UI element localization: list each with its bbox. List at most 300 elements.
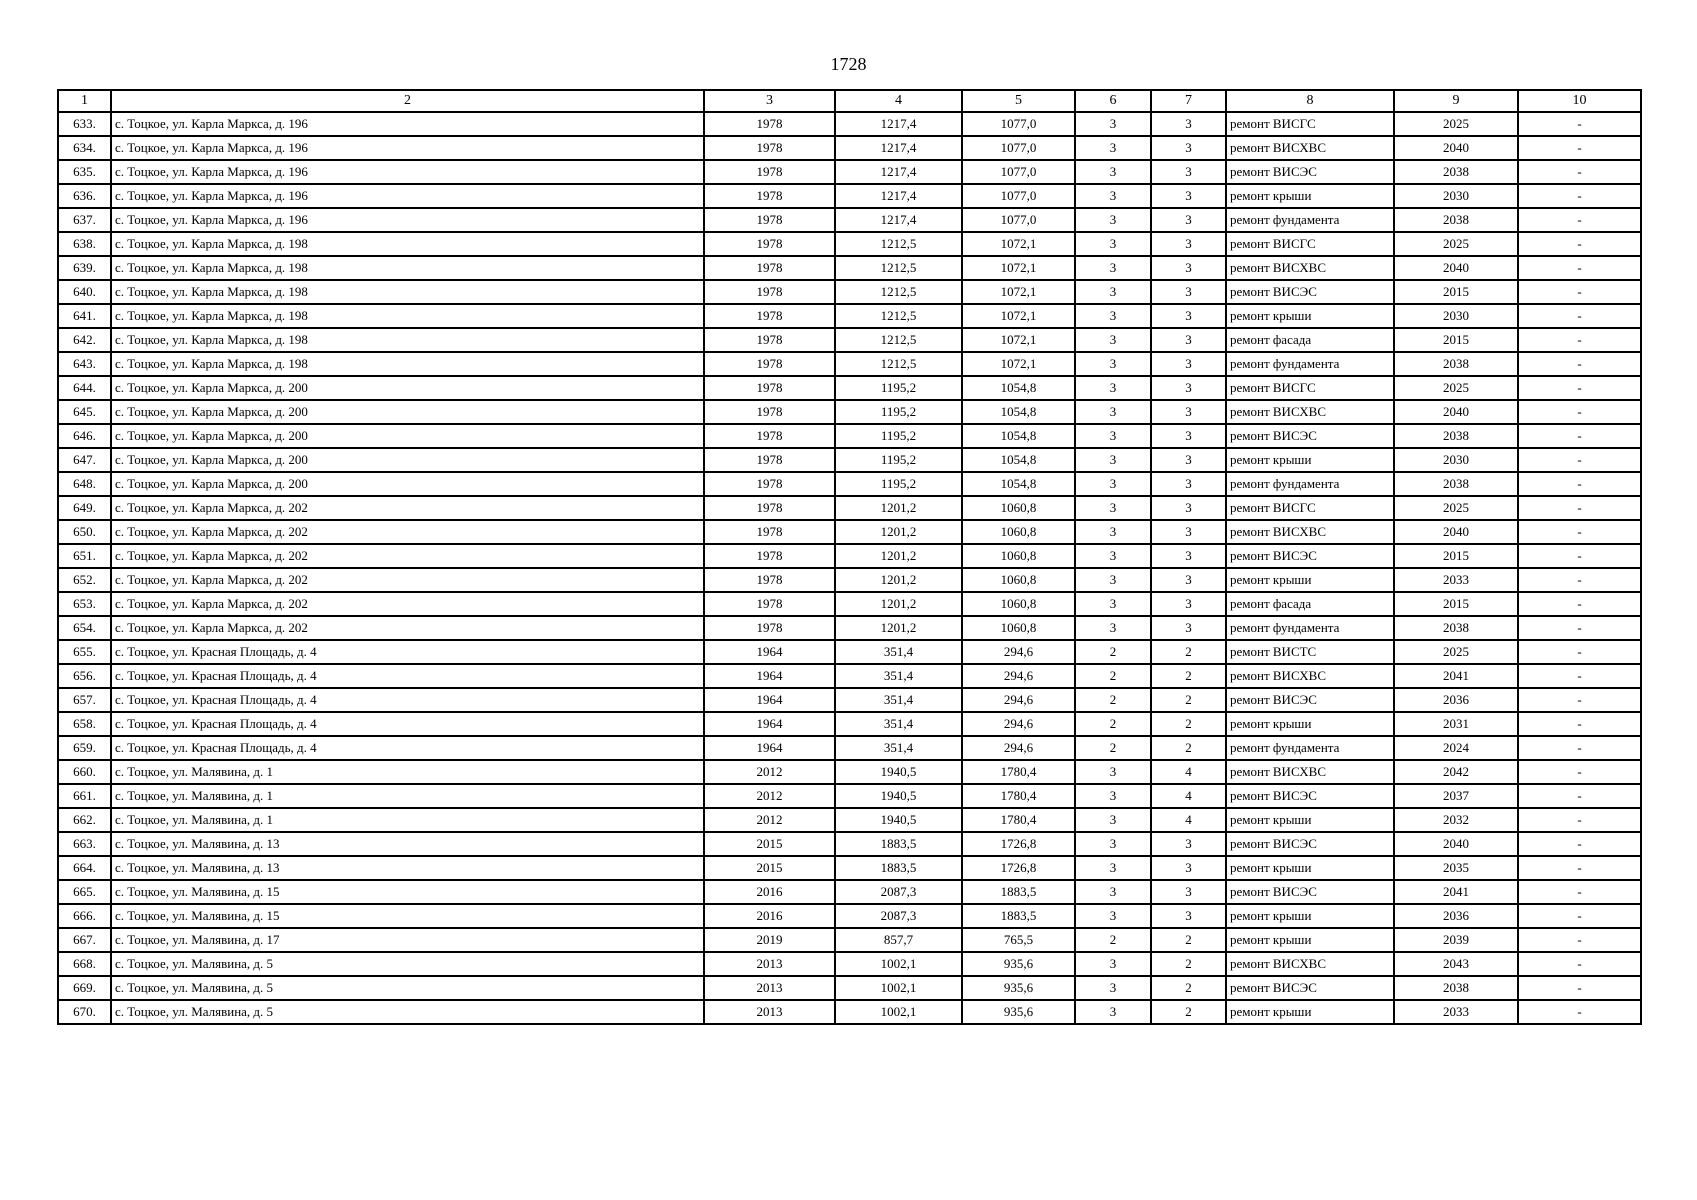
floors-cell: 3 (1075, 376, 1151, 400)
planned-year-cell: 2039 (1394, 928, 1518, 952)
living-area-cell: 765,5 (962, 928, 1075, 952)
column-header: 3 (704, 90, 835, 112)
note-cell: - (1518, 496, 1641, 520)
address-cell: с. Тоцкое, ул. Карла Маркса, д. 200 (111, 472, 704, 496)
row-number-cell: 658. (58, 712, 111, 736)
table-row (58, 424, 1641, 448)
repair-type-cell: ремонт ВИСЭС (1226, 280, 1394, 304)
living-area-cell: 1060,8 (962, 520, 1075, 544)
year-built-cell: 2013 (704, 976, 835, 1000)
planned-year-cell: 2032 (1394, 808, 1518, 832)
row-number-cell: 665. (58, 880, 111, 904)
year-built-cell: 1964 (704, 640, 835, 664)
repair-type-cell: ремонт ВИСХВС (1226, 520, 1394, 544)
table-row (58, 664, 1641, 688)
living-area-cell: 1072,1 (962, 280, 1075, 304)
total-area-cell: 351,4 (835, 640, 962, 664)
floors-cell: 2 (1075, 736, 1151, 760)
row-number-cell: 651. (58, 544, 111, 568)
row-number-cell: 637. (58, 208, 111, 232)
address-cell: с. Тоцкое, ул. Карла Маркса, д. 198 (111, 304, 704, 328)
total-area-cell: 1212,5 (835, 256, 962, 280)
year-built-cell: 1978 (704, 328, 835, 352)
planned-year-cell: 2038 (1394, 976, 1518, 1000)
repair-type-cell: ремонт фундамента (1226, 736, 1394, 760)
note-cell: - (1518, 808, 1641, 832)
address-cell: с. Тоцкое, ул. Малявина, д. 15 (111, 904, 704, 928)
table-row (58, 520, 1641, 544)
planned-year-cell: 2030 (1394, 184, 1518, 208)
address-cell: с. Тоцкое, ул. Красная Площадь, д. 4 (111, 640, 704, 664)
register-body (58, 112, 1641, 1024)
year-built-cell: 1964 (704, 712, 835, 736)
row-number-cell: 660. (58, 760, 111, 784)
planned-year-cell: 2041 (1394, 880, 1518, 904)
address-cell: с. Тоцкое, ул. Красная Площадь, д. 4 (111, 688, 704, 712)
repair-type-cell: ремонт ВИСХВС (1226, 760, 1394, 784)
entrances-cell: 3 (1151, 880, 1226, 904)
total-area-cell: 351,4 (835, 688, 962, 712)
repair-type-cell: ремонт ВИСЭС (1226, 784, 1394, 808)
column-header: 4 (835, 90, 962, 112)
table-row (58, 904, 1641, 928)
total-area-cell: 1212,5 (835, 304, 962, 328)
year-built-cell: 2015 (704, 832, 835, 856)
living-area-cell: 1726,8 (962, 856, 1075, 880)
repair-type-cell: ремонт крыши (1226, 448, 1394, 472)
floors-cell: 3 (1075, 784, 1151, 808)
planned-year-cell: 2015 (1394, 328, 1518, 352)
address-cell: с. Тоцкое, ул. Карла Маркса, д. 196 (111, 184, 704, 208)
entrances-cell: 3 (1151, 448, 1226, 472)
column-header: 2 (111, 90, 704, 112)
entrances-cell: 2 (1151, 640, 1226, 664)
table-row (58, 640, 1641, 664)
floors-cell: 3 (1075, 136, 1151, 160)
note-cell: - (1518, 640, 1641, 664)
floors-cell: 3 (1075, 904, 1151, 928)
repair-type-cell: ремонт фундамента (1226, 616, 1394, 640)
total-area-cell: 1002,1 (835, 1000, 962, 1024)
entrances-cell: 3 (1151, 208, 1226, 232)
living-area-cell: 294,6 (962, 712, 1075, 736)
year-built-cell: 1978 (704, 352, 835, 376)
planned-year-cell: 2038 (1394, 424, 1518, 448)
total-area-cell: 1201,2 (835, 568, 962, 592)
repair-type-cell: ремонт ВИСЭС (1226, 688, 1394, 712)
repair-type-cell: ремонт ВИСХВС (1226, 664, 1394, 688)
address-cell: с. Тоцкое, ул. Карла Маркса, д. 202 (111, 520, 704, 544)
planned-year-cell: 2015 (1394, 592, 1518, 616)
table-row (58, 496, 1641, 520)
floors-cell: 3 (1075, 184, 1151, 208)
living-area-cell: 294,6 (962, 664, 1075, 688)
note-cell: - (1518, 256, 1641, 280)
table-row (58, 160, 1641, 184)
total-area-cell: 1212,5 (835, 328, 962, 352)
total-area-cell: 1195,2 (835, 448, 962, 472)
note-cell: - (1518, 184, 1641, 208)
note-cell: - (1518, 592, 1641, 616)
planned-year-cell: 2030 (1394, 304, 1518, 328)
total-area-cell: 1212,5 (835, 232, 962, 256)
year-built-cell: 2012 (704, 760, 835, 784)
address-cell: с. Тоцкое, ул. Карла Маркса, д. 196 (111, 112, 704, 136)
total-area-cell: 2087,3 (835, 904, 962, 928)
note-cell: - (1518, 112, 1641, 136)
repair-type-cell: ремонт фундамента (1226, 208, 1394, 232)
living-area-cell: 1054,8 (962, 400, 1075, 424)
table-row (58, 688, 1641, 712)
table-row (58, 544, 1641, 568)
total-area-cell: 857,7 (835, 928, 962, 952)
planned-year-cell: 2025 (1394, 640, 1518, 664)
total-area-cell: 1201,2 (835, 544, 962, 568)
planned-year-cell: 2025 (1394, 376, 1518, 400)
planned-year-cell: 2030 (1394, 448, 1518, 472)
entrances-cell: 3 (1151, 232, 1226, 256)
planned-year-cell: 2038 (1394, 352, 1518, 376)
row-number-cell: 656. (58, 664, 111, 688)
table-row (58, 736, 1641, 760)
repair-type-cell: ремонт крыши (1226, 712, 1394, 736)
living-area-cell: 1780,4 (962, 784, 1075, 808)
address-cell: с. Тоцкое, ул. Малявина, д. 5 (111, 1000, 704, 1024)
planned-year-cell: 2038 (1394, 160, 1518, 184)
planned-year-cell: 2042 (1394, 760, 1518, 784)
year-built-cell: 1964 (704, 664, 835, 688)
floors-cell: 3 (1075, 472, 1151, 496)
planned-year-cell: 2036 (1394, 688, 1518, 712)
total-area-cell: 351,4 (835, 664, 962, 688)
floors-cell: 3 (1075, 160, 1151, 184)
total-area-cell: 1217,4 (835, 136, 962, 160)
year-built-cell: 1978 (704, 448, 835, 472)
column-header: 9 (1394, 90, 1518, 112)
repair-type-cell: ремонт фундамента (1226, 352, 1394, 376)
address-cell: с. Тоцкое, ул. Карла Маркса, д. 196 (111, 208, 704, 232)
floors-cell: 3 (1075, 1000, 1151, 1024)
living-area-cell: 294,6 (962, 736, 1075, 760)
address-cell: с. Тоцкое, ул. Карла Маркса, д. 200 (111, 448, 704, 472)
note-cell: - (1518, 664, 1641, 688)
living-area-cell: 1072,1 (962, 328, 1075, 352)
row-number-cell: 634. (58, 136, 111, 160)
column-header: 10 (1518, 90, 1641, 112)
note-cell: - (1518, 976, 1641, 1000)
row-number-cell: 652. (58, 568, 111, 592)
repair-type-cell: ремонт ВИСЭС (1226, 880, 1394, 904)
table-row (58, 784, 1641, 808)
note-cell: - (1518, 472, 1641, 496)
row-number-cell: 635. (58, 160, 111, 184)
total-area-cell: 351,4 (835, 712, 962, 736)
row-number-cell: 648. (58, 472, 111, 496)
entrances-cell: 4 (1151, 808, 1226, 832)
entrances-cell: 2 (1151, 928, 1226, 952)
entrances-cell: 3 (1151, 472, 1226, 496)
table-row (58, 472, 1641, 496)
entrances-cell: 2 (1151, 1000, 1226, 1024)
table-row (58, 208, 1641, 232)
table-row (58, 976, 1641, 1000)
floors-cell: 3 (1075, 880, 1151, 904)
planned-year-cell: 2031 (1394, 712, 1518, 736)
repair-type-cell: ремонт крыши (1226, 568, 1394, 592)
entrances-cell: 3 (1151, 568, 1226, 592)
year-built-cell: 2012 (704, 808, 835, 832)
row-number-cell: 662. (58, 808, 111, 832)
table-row (58, 592, 1641, 616)
address-cell: с. Тоцкое, ул. Малявина, д. 13 (111, 856, 704, 880)
note-cell: - (1518, 688, 1641, 712)
address-cell: с. Тоцкое, ул. Карла Маркса, д. 198 (111, 328, 704, 352)
entrances-cell: 2 (1151, 664, 1226, 688)
total-area-cell: 1195,2 (835, 376, 962, 400)
note-cell: - (1518, 760, 1641, 784)
address-cell: с. Тоцкое, ул. Красная Площадь, д. 4 (111, 664, 704, 688)
floors-cell: 3 (1075, 304, 1151, 328)
repair-type-cell: ремонт ВИСЭС (1226, 544, 1394, 568)
repair-type-cell: ремонт крыши (1226, 928, 1394, 952)
living-area-cell: 1060,8 (962, 592, 1075, 616)
planned-year-cell: 2040 (1394, 136, 1518, 160)
year-built-cell: 1978 (704, 208, 835, 232)
year-built-cell: 2013 (704, 1000, 835, 1024)
entrances-cell: 2 (1151, 712, 1226, 736)
address-cell: с. Тоцкое, ул. Красная Площадь, д. 4 (111, 712, 704, 736)
living-area-cell: 1054,8 (962, 448, 1075, 472)
living-area-cell: 1072,1 (962, 256, 1075, 280)
address-cell: с. Тоцкое, ул. Малявина, д. 17 (111, 928, 704, 952)
floors-cell: 3 (1075, 832, 1151, 856)
note-cell: - (1518, 280, 1641, 304)
address-cell: с. Тоцкое, ул. Карла Маркса, д. 202 (111, 616, 704, 640)
repair-type-cell: ремонт крыши (1226, 184, 1394, 208)
note-cell: - (1518, 304, 1641, 328)
note-cell: - (1518, 448, 1641, 472)
planned-year-cell: 2038 (1394, 472, 1518, 496)
table-row (58, 184, 1641, 208)
row-number-cell: 657. (58, 688, 111, 712)
planned-year-cell: 2038 (1394, 208, 1518, 232)
year-built-cell: 1978 (704, 304, 835, 328)
row-number-cell: 669. (58, 976, 111, 1000)
note-cell: - (1518, 904, 1641, 928)
row-number-cell: 659. (58, 736, 111, 760)
table-row (58, 880, 1641, 904)
repair-type-cell: ремонт крыши (1226, 904, 1394, 928)
floors-cell: 3 (1075, 424, 1151, 448)
living-area-cell: 1883,5 (962, 904, 1075, 928)
entrances-cell: 3 (1151, 856, 1226, 880)
planned-year-cell: 2025 (1394, 496, 1518, 520)
address-cell: с. Тоцкое, ул. Малявина, д. 13 (111, 832, 704, 856)
floors-cell: 3 (1075, 976, 1151, 1000)
note-cell: - (1518, 160, 1641, 184)
row-number-cell: 668. (58, 952, 111, 976)
floors-cell: 3 (1075, 496, 1151, 520)
total-area-cell: 1940,5 (835, 808, 962, 832)
total-area-cell: 1002,1 (835, 976, 962, 1000)
total-area-cell: 1212,5 (835, 352, 962, 376)
table-row (58, 448, 1641, 472)
row-number-cell: 654. (58, 616, 111, 640)
note-cell: - (1518, 712, 1641, 736)
address-cell: с. Тоцкое, ул. Малявина, д. 1 (111, 808, 704, 832)
total-area-cell: 1201,2 (835, 496, 962, 520)
living-area-cell: 1780,4 (962, 808, 1075, 832)
note-cell: - (1518, 400, 1641, 424)
planned-year-cell: 2025 (1394, 112, 1518, 136)
row-number-cell: 643. (58, 352, 111, 376)
table-row (58, 136, 1641, 160)
row-number-cell: 653. (58, 592, 111, 616)
planned-year-cell: 2041 (1394, 664, 1518, 688)
year-built-cell: 1978 (704, 400, 835, 424)
year-built-cell: 1978 (704, 232, 835, 256)
entrances-cell: 3 (1151, 304, 1226, 328)
repair-type-cell: ремонт ВИСХВС (1226, 400, 1394, 424)
year-built-cell: 1978 (704, 520, 835, 544)
year-built-cell: 1978 (704, 184, 835, 208)
row-number-cell: 640. (58, 280, 111, 304)
living-area-cell: 294,6 (962, 640, 1075, 664)
repair-type-cell: ремонт ВИСЭС (1226, 160, 1394, 184)
entrances-cell: 3 (1151, 904, 1226, 928)
year-built-cell: 1978 (704, 568, 835, 592)
table-row (58, 832, 1641, 856)
living-area-cell: 1077,0 (962, 184, 1075, 208)
repair-type-cell: ремонт крыши (1226, 304, 1394, 328)
table-row (58, 232, 1641, 256)
year-built-cell: 1978 (704, 136, 835, 160)
year-built-cell: 1978 (704, 592, 835, 616)
total-area-cell: 1002,1 (835, 952, 962, 976)
living-area-cell: 1077,0 (962, 136, 1075, 160)
note-cell: - (1518, 328, 1641, 352)
living-area-cell: 935,6 (962, 976, 1075, 1000)
row-number-cell: 661. (58, 784, 111, 808)
entrances-cell: 3 (1151, 832, 1226, 856)
row-number-cell: 636. (58, 184, 111, 208)
address-cell: с. Тоцкое, ул. Малявина, д. 5 (111, 976, 704, 1000)
table-row (58, 328, 1641, 352)
year-built-cell: 1978 (704, 496, 835, 520)
year-built-cell: 1978 (704, 472, 835, 496)
repair-type-cell: ремонт ВИСГС (1226, 112, 1394, 136)
repair-type-cell: ремонт ВИСГС (1226, 232, 1394, 256)
planned-year-cell: 2025 (1394, 232, 1518, 256)
living-area-cell: 935,6 (962, 1000, 1075, 1024)
living-area-cell: 1060,8 (962, 568, 1075, 592)
planned-year-cell: 2040 (1394, 400, 1518, 424)
total-area-cell: 1217,4 (835, 160, 962, 184)
address-cell: с. Тоцкое, ул. Карла Маркса, д. 196 (111, 136, 704, 160)
row-number-cell: 667. (58, 928, 111, 952)
year-built-cell: 1978 (704, 544, 835, 568)
address-cell: с. Тоцкое, ул. Карла Маркса, д. 200 (111, 376, 704, 400)
floors-cell: 3 (1075, 808, 1151, 832)
living-area-cell: 1883,5 (962, 880, 1075, 904)
row-number-cell: 638. (58, 232, 111, 256)
note-cell: - (1518, 736, 1641, 760)
total-area-cell: 351,4 (835, 736, 962, 760)
table-row (58, 568, 1641, 592)
address-cell: с. Тоцкое, ул. Карла Маркса, д. 200 (111, 424, 704, 448)
note-cell: - (1518, 136, 1641, 160)
entrances-cell: 3 (1151, 160, 1226, 184)
entrances-cell: 3 (1151, 400, 1226, 424)
note-cell: - (1518, 424, 1641, 448)
address-cell: с. Тоцкое, ул. Карла Маркса, д. 198 (111, 352, 704, 376)
living-area-cell: 1780,4 (962, 760, 1075, 784)
address-cell: с. Тоцкое, ул. Карла Маркса, д. 198 (111, 232, 704, 256)
total-area-cell: 1217,4 (835, 208, 962, 232)
table-row (58, 400, 1641, 424)
repair-type-cell: ремонт фасада (1226, 592, 1394, 616)
row-number-cell: 639. (58, 256, 111, 280)
year-built-cell: 2016 (704, 880, 835, 904)
entrances-cell: 2 (1151, 688, 1226, 712)
entrances-cell: 3 (1151, 328, 1226, 352)
total-area-cell: 1217,4 (835, 184, 962, 208)
living-area-cell: 1072,1 (962, 232, 1075, 256)
entrances-cell: 3 (1151, 520, 1226, 544)
repair-type-cell: ремонт фасада (1226, 328, 1394, 352)
entrances-cell: 3 (1151, 616, 1226, 640)
total-area-cell: 1217,4 (835, 112, 962, 136)
address-cell: с. Тоцкое, ул. Малявина, д. 5 (111, 952, 704, 976)
living-area-cell: 1060,8 (962, 496, 1075, 520)
floors-cell: 3 (1075, 208, 1151, 232)
total-area-cell: 1940,5 (835, 760, 962, 784)
address-cell: с. Тоцкое, ул. Красная Площадь, д. 4 (111, 736, 704, 760)
living-area-cell: 294,6 (962, 688, 1075, 712)
planned-year-cell: 2038 (1394, 616, 1518, 640)
living-area-cell: 1054,8 (962, 424, 1075, 448)
total-area-cell: 1883,5 (835, 832, 962, 856)
floors-cell: 3 (1075, 856, 1151, 880)
floors-cell: 2 (1075, 688, 1151, 712)
living-area-cell: 1077,0 (962, 160, 1075, 184)
table-row (58, 616, 1641, 640)
entrances-cell: 3 (1151, 112, 1226, 136)
living-area-cell: 1060,8 (962, 544, 1075, 568)
floors-cell: 2 (1075, 664, 1151, 688)
row-number-cell: 670. (58, 1000, 111, 1024)
row-number-cell: 644. (58, 376, 111, 400)
repair-type-cell: ремонт крыши (1226, 808, 1394, 832)
year-built-cell: 2012 (704, 784, 835, 808)
entrances-cell: 3 (1151, 280, 1226, 304)
table-row (58, 856, 1641, 880)
total-area-cell: 1195,2 (835, 400, 962, 424)
row-number-cell: 642. (58, 328, 111, 352)
table-row (58, 952, 1641, 976)
repair-type-cell: ремонт ВИСХВС (1226, 952, 1394, 976)
year-built-cell: 2019 (704, 928, 835, 952)
row-number-cell: 645. (58, 400, 111, 424)
floors-cell: 3 (1075, 232, 1151, 256)
year-built-cell: 2015 (704, 856, 835, 880)
column-header: 7 (1151, 90, 1226, 112)
entrances-cell: 3 (1151, 136, 1226, 160)
entrances-cell: 2 (1151, 736, 1226, 760)
floors-cell: 3 (1075, 256, 1151, 280)
repair-type-cell: ремонт крыши (1226, 856, 1394, 880)
address-cell: с. Тоцкое, ул. Карла Маркса, д. 202 (111, 544, 704, 568)
